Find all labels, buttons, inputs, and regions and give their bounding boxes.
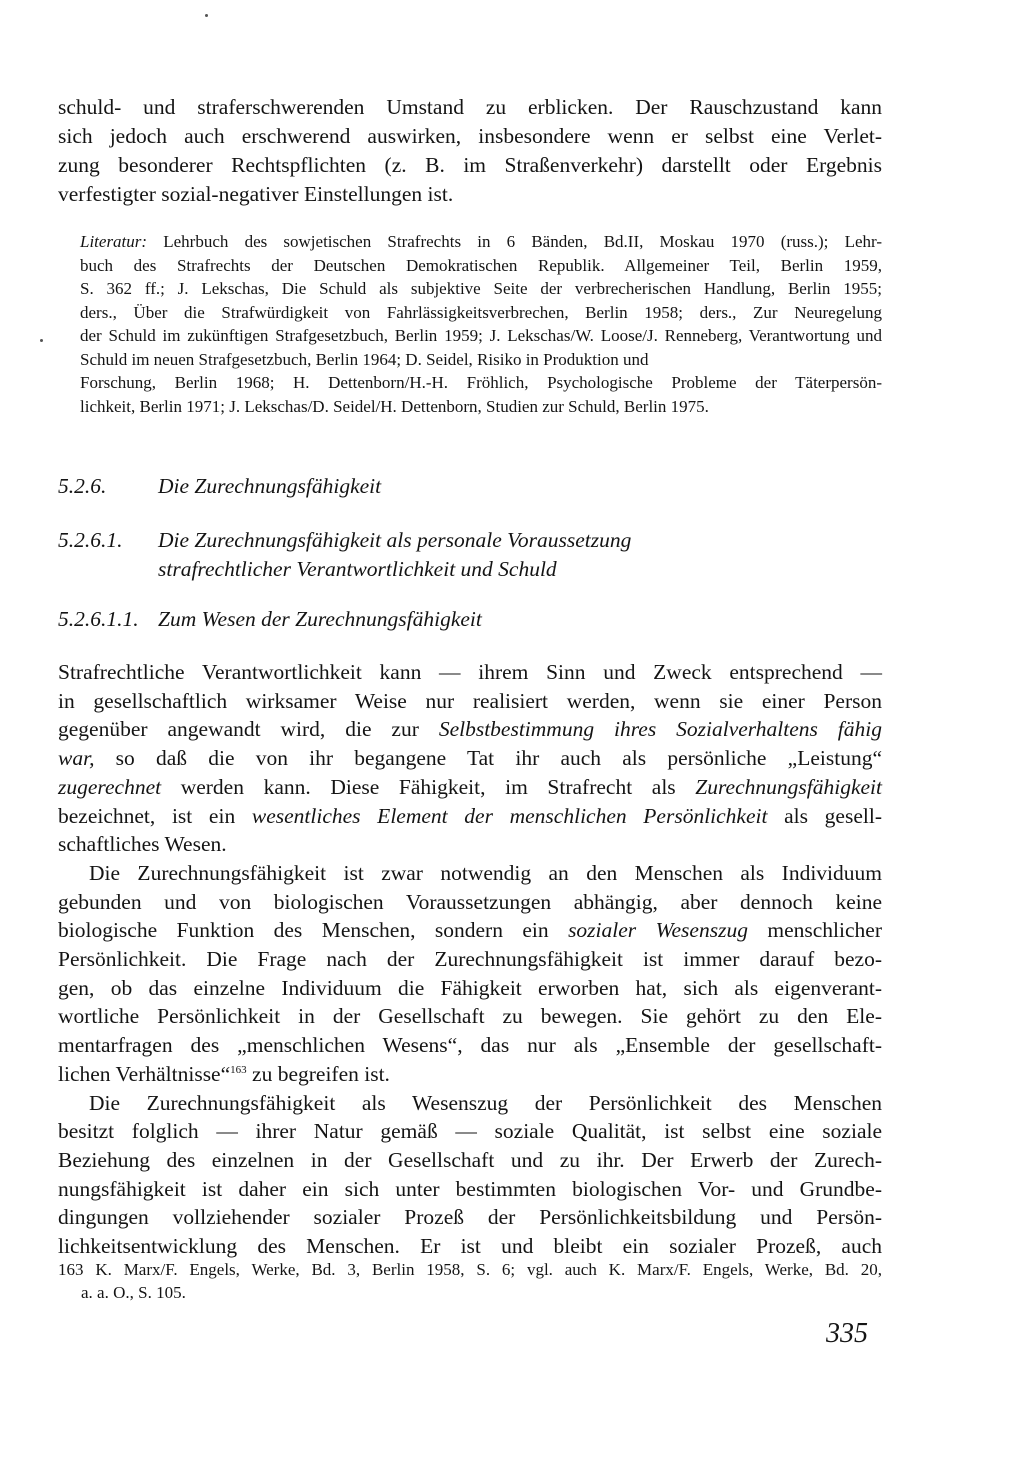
footnote-ref: 163 — [230, 1063, 247, 1076]
text-line: wortliche Persönlichkeit in der Gesellschaft zu bewegen. Sie gehört zu den Ele- — [58, 1004, 882, 1029]
text-line — [58, 1060, 882, 1089]
text-line — [58, 773, 882, 802]
section-title-line: Die Zurechnungsfähigkeit als personale Voraussetzung — [158, 528, 632, 552]
text-line — [58, 744, 882, 773]
text-line: besitzt folglich — ihrer Natur gemäß — soziale Qualität, ist selbst eine soziale — [58, 1119, 882, 1144]
text-line: lichkeitsentwicklung des Menschen. Er ist und bleibt ein sozialer Prozeß, auch — [58, 1234, 882, 1259]
text-run: menschlicher — [747, 918, 882, 943]
text-line: lichkeit, Berlin 1971; J. Lekschas/D. Seidel/H. Dettenborn, Studien zur Schuld, Berlin 1975. — [80, 396, 709, 416]
scan-speck — [40, 339, 43, 342]
text-line: Die Zurechnungsfähigkeit als Wesenszug der Persönlichkeit des Menschen — [89, 1090, 882, 1115]
text-line: in gesellschaftlich wirksamer Weise nur realisiert werden, wenn sie einer Person — [58, 688, 882, 713]
section-number: 5.2.6.1.1. — [58, 607, 139, 631]
text-line — [58, 802, 882, 831]
text-run: lichen Verhältnisse“ — [58, 1061, 231, 1086]
text-line: Strafrechtliche Verantwortlichkeit kann — ihrem Sinn und Zweck entsprechend — — [58, 660, 882, 684]
footnote — [58, 1258, 882, 1304]
section-number: 5.2.6.1. — [58, 528, 123, 552]
text-run: bezeichnet, ist ein — [58, 803, 252, 828]
text-line: S. 362 ff.; J. Lekschas, Die Schuld als subjektive Seite der verbrecherischen Handlung, Berlin 1955; — [80, 279, 882, 298]
text-line: Persönlichkeit. Die Frage nach der Zurechnungsfähigkeit ist immer darauf bezo- — [58, 947, 882, 972]
opening-paragraph — [58, 93, 882, 209]
section-title: Die Zurechnungsfähigkeit — [158, 474, 382, 498]
section-title: Zum Wesen der Zurechnungsfähigkeit — [158, 607, 482, 631]
text-line: Die Zurechnungsfähigkeit ist zwar notwendig an den Menschen als Individuum — [89, 860, 882, 885]
text-line: a. a. O., S. 105. — [81, 1283, 186, 1302]
text-line: schuld- und straferschwerenden Umstand zu erblicken. Der Rauschzustand kann — [58, 95, 882, 119]
literature-references — [80, 230, 882, 418]
text-line — [58, 715, 882, 744]
text-line: buch des Strafrechts der Deutschen Demokratischen Republik. Allgemeiner Teil, Berlin 1959, — [80, 255, 882, 275]
literature-label: Literatur: — [80, 232, 148, 251]
section-title — [158, 526, 631, 584]
emphasis: sozialer Wesenszug — [568, 918, 748, 943]
text-line: nungsfähigkeit ist daher ein sich unter bestimmten biologischen Vor- und Grundbe- — [58, 1176, 882, 1201]
emphasis: war, — [58, 746, 95, 771]
page-number: 335 — [826, 1318, 868, 1349]
text-line: ders., Über die Strafwürdigkeit von Fahrlässigkeitsverbrechen, Berlin 1958; ders., Zur Neuregelung — [80, 302, 882, 322]
emphasis: wesentliches Element der menschlichen Persönlichkeit — [251, 803, 768, 828]
text-line: Beziehung des einzelnen in der Gesellschaft und zu ihr. Der Erwerb der Zurech- — [58, 1147, 882, 1172]
text-line: mentarfragen des „menschlichen Wesens“, das nur als „Ensemble der gesellschaft- — [58, 1033, 882, 1058]
text-line: Forschung, Berlin 1968; H. Dettenborn/H.-H. Fröhlich, Psychologische Probleme der Täterpersön- — [80, 373, 882, 392]
text-run: biologische Funktion des Menschen, sondern ein — [58, 918, 569, 943]
text-run: werden kann. Diese Fähigkeit, im Strafrecht als — [161, 774, 696, 799]
literature-text: Lehrbuch des sowjetischen Strafrechts in 6 Bänden, Bd.II, Moskau 1970 (russ.); Lehr- — [147, 232, 882, 251]
body-text — [58, 658, 882, 1261]
emphasis: zugerechnet — [58, 774, 162, 799]
text-run: so daß die von ihr begangene Tat ihr auch als persönliche „Leistung“ — [94, 746, 882, 771]
text-line — [80, 230, 882, 254]
text-run: als gesell- — [767, 803, 882, 828]
text-line: der Schuld im zukünftigen Strafgesetzbuch, Berlin 1959; J. Lekschas/W. Loose/J. Renneberg, Verantwortung und Schuld im neuen Strafgesetzbuch, Berlin 1964; D. Seidel, Risiko in Produktion und — [80, 326, 882, 369]
text-run: gegenüber angewandt wird, die zur — [58, 717, 439, 742]
text-run: zu begreifen ist. — [246, 1061, 390, 1086]
text-line: dingungen vollziehender sozialer Prozeß der Persönlichkeitsbildung und Persön- — [58, 1205, 882, 1230]
section-number: 5.2.6. — [58, 474, 107, 498]
emphasis: Selbstbestimmung ihres Sozialverhaltens fähig — [438, 717, 882, 742]
text-line: 163 K. Marx/F. Engels, Werke, Bd. 3, Berlin 1958, S. 6; vgl. auch K. Marx/F. Engels, Werke, Bd. 20, — [58, 1260, 882, 1279]
scan-speck — [205, 14, 208, 17]
text-line — [58, 916, 882, 945]
text-line: sich jedoch auch erschwerend auswirken, insbesondere wenn er selbst eine Verlet- — [58, 124, 882, 148]
text-line: gebunden und von biologischen Voraussetzungen abhängig, aber dennoch keine — [58, 889, 882, 914]
section-title-line: strafrechtlicher Verantwortlichkeit und Schuld — [158, 557, 557, 581]
text-line: schaftliches Wesen. — [58, 832, 227, 857]
text-line: zung besonderer Rechtspflichten (z. B. im Straßenverkehr) darstellt oder Ergebnis — [58, 153, 882, 177]
text-line: verfestigter sozial-negativer Einstellungen ist. — [58, 182, 454, 206]
emphasis: Zurechnungsfähigkeit — [695, 774, 882, 799]
text-line: gen, ob das einzelne Individuum die Fähigkeit erworben hat, sich als eigenverant- — [58, 975, 882, 1000]
